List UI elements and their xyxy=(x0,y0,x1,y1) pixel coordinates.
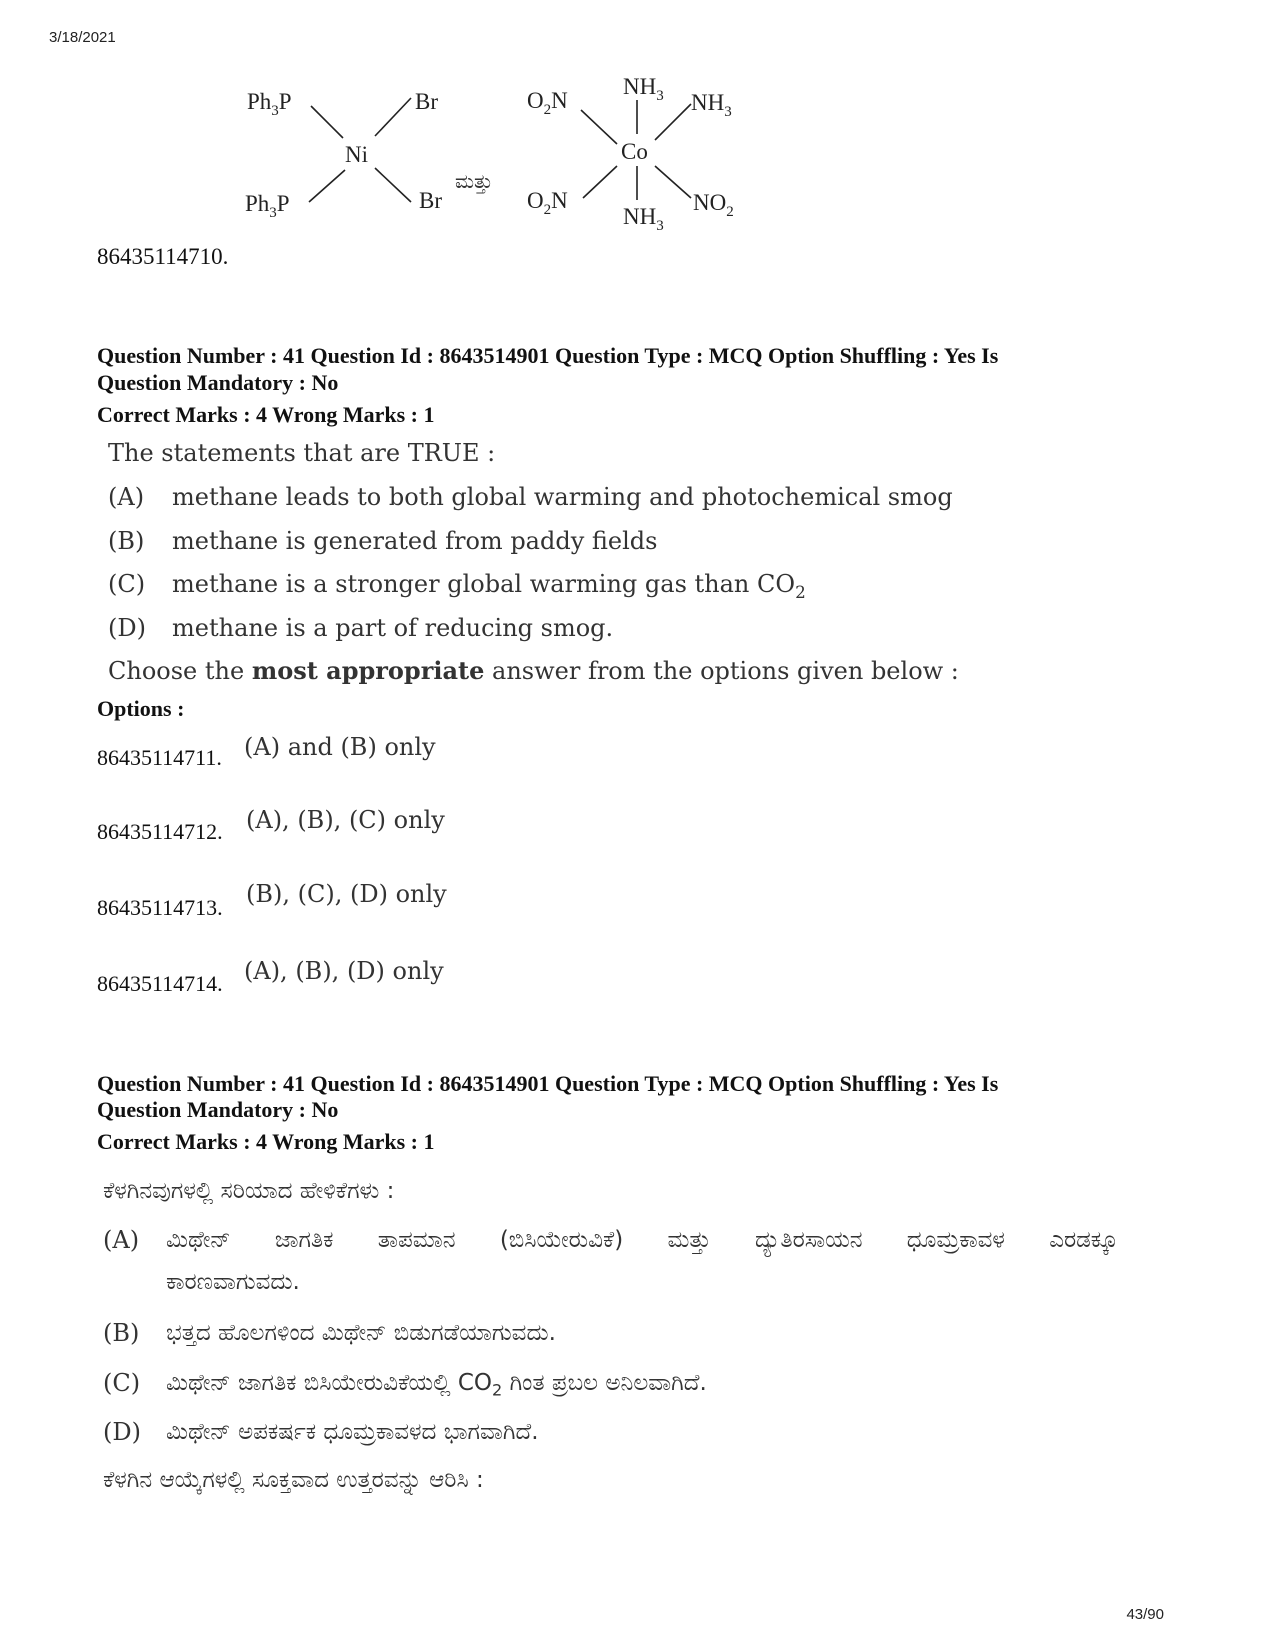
statement-label: (A) xyxy=(108,483,145,511)
statement-text: methane is a part of reducing smog. xyxy=(172,614,614,642)
co-ligand-top-right: $NH_3$ xyxy=(691,90,732,120)
co-ligand-left-top: $O_2N$ xyxy=(527,88,568,118)
ni-ligand-bottom-left: $Ph_3P$ xyxy=(245,191,290,221)
options-label: Options : xyxy=(97,696,185,721)
co-ligand-bottom: $NH_3$ xyxy=(623,204,664,234)
co-complex xyxy=(527,74,734,234)
ni-ligand-top-left: $Ph_3P$ xyxy=(247,89,292,119)
question-header-line-1: Question Number : 41 Question Id : 8643514901 Question Type : MCQ Option Shuffling : Yes Is xyxy=(97,343,999,368)
statement-label: (D) xyxy=(108,614,146,642)
complex-structures-figure xyxy=(235,68,775,238)
ni-complex xyxy=(245,89,442,221)
statement-text: methane is generated from paddy fields xyxy=(172,527,658,555)
conjunction-text: ಮತ್ತು xyxy=(455,169,493,193)
statement-text: ಮಿಥೇನ್ ಜಾಗತಿಕ ತಾಪಮಾನ (ಬಿಸಿಯೇರುವಿಕೆ) ಮತ್ತು ದ್ಯುತಿರಸಾಯನ ಧೂಮ್ರಕಾವಳ ಎರಡಕ್ಕೂ xyxy=(166,1227,1118,1253)
statement-text: ಭತ್ತದ ಹೊಲಗಳಿಂದ ಮಿಥೇನ್ ಬಿಡುಗಡೆಯಾಗುವದು. xyxy=(166,1320,556,1346)
statement-label: (C) xyxy=(103,1369,141,1397)
option-id: 86435114714. xyxy=(97,971,223,996)
question-header-line-2: Question Mandatory : No xyxy=(97,1097,339,1122)
choose-instruction: Choose the most appropriate answer from the options given below : xyxy=(108,656,959,685)
prev-option-id: 86435114710. xyxy=(97,244,229,269)
option-id: 86435114712. xyxy=(97,819,223,844)
question-header-line-2: Question Mandatory : No xyxy=(97,370,339,395)
statement-label: (C) xyxy=(108,570,146,598)
option-text[interactable]: (A), (B), (D) only xyxy=(244,957,444,985)
choose-instruction: ಕೆಳಗಿನ ಆಯ್ಕೆಗಳಲ್ಲಿ ಸೂಕ್ತವಾದ ಉತ್ತರವನ್ನು ಆರಿಸಿ : xyxy=(103,1467,484,1493)
co-center: Co xyxy=(621,139,648,164)
question-marks: Correct Marks : 4 Wrong Marks : 1 xyxy=(97,402,435,427)
statement-text: ಮಿಥೇನ್ ಅಪಕರ್ಷಕ ಧೂಮ್ರಕಾವಳದ ಭಾಗವಾಗಿದೆ. xyxy=(166,1419,539,1445)
question-stem: ಕೆಳಗಿನವುಗಳಲ್ಲಿ ಸರಿಯಾದ ಹೇಳಿಕೆಗಳು : xyxy=(103,1178,395,1204)
question-header-line-1: Question Number : 41 Question Id : 8643514901 Question Type : MCQ Option Shuffling : Yes Is xyxy=(97,1071,999,1096)
statement-label: (B) xyxy=(108,527,145,555)
ni-ligand-top-right: Br xyxy=(415,89,438,114)
co-ligand-left-bottom: $O_2N$ xyxy=(527,188,568,218)
statement-text: ಮಿಥೇನ್ ಜಾಗತಿಕ ಬಿಸಿಯೇರುವಿಕೆಯಲ್ಲಿ $CO_2$ ಗಿಂತ ಪ್ರಬಲ ಅನಿಲವಾಗಿದೆ. xyxy=(166,1370,707,1400)
co-ligand-top: $NH_3$ xyxy=(623,74,664,104)
statement-text: methane is a stronger global warming gas than $CO_2$ xyxy=(172,570,806,602)
option-id: 86435114713. xyxy=(97,895,223,920)
question-marks: Correct Marks : 4 Wrong Marks : 1 xyxy=(97,1129,435,1154)
question-stem: The statements that are TRUE : xyxy=(108,439,496,467)
ni-center: Ni xyxy=(345,142,368,167)
statement-text-continued: ಕಾರಣವಾಗುವದು. xyxy=(166,1269,300,1295)
statement-label: (B) xyxy=(103,1319,140,1347)
statement-label: (D) xyxy=(103,1418,141,1446)
statement-label: (A) xyxy=(103,1226,140,1254)
option-text[interactable]: (B), (C), (D) only xyxy=(246,880,447,908)
ni-ligand-bottom-right: Br xyxy=(419,188,442,213)
statement-text: methane leads to both global warming and photochemical smog xyxy=(172,483,953,511)
option-id: 86435114711. xyxy=(97,745,222,770)
page-number: 43/90 xyxy=(1126,1606,1164,1623)
print-date: 3/18/2021 xyxy=(49,29,116,46)
option-text[interactable]: (A) and (B) only xyxy=(244,733,436,761)
option-text[interactable]: (A), (B), (C) only xyxy=(246,806,445,834)
co-ligand-bottom-right: $NO_2$ xyxy=(693,190,734,220)
